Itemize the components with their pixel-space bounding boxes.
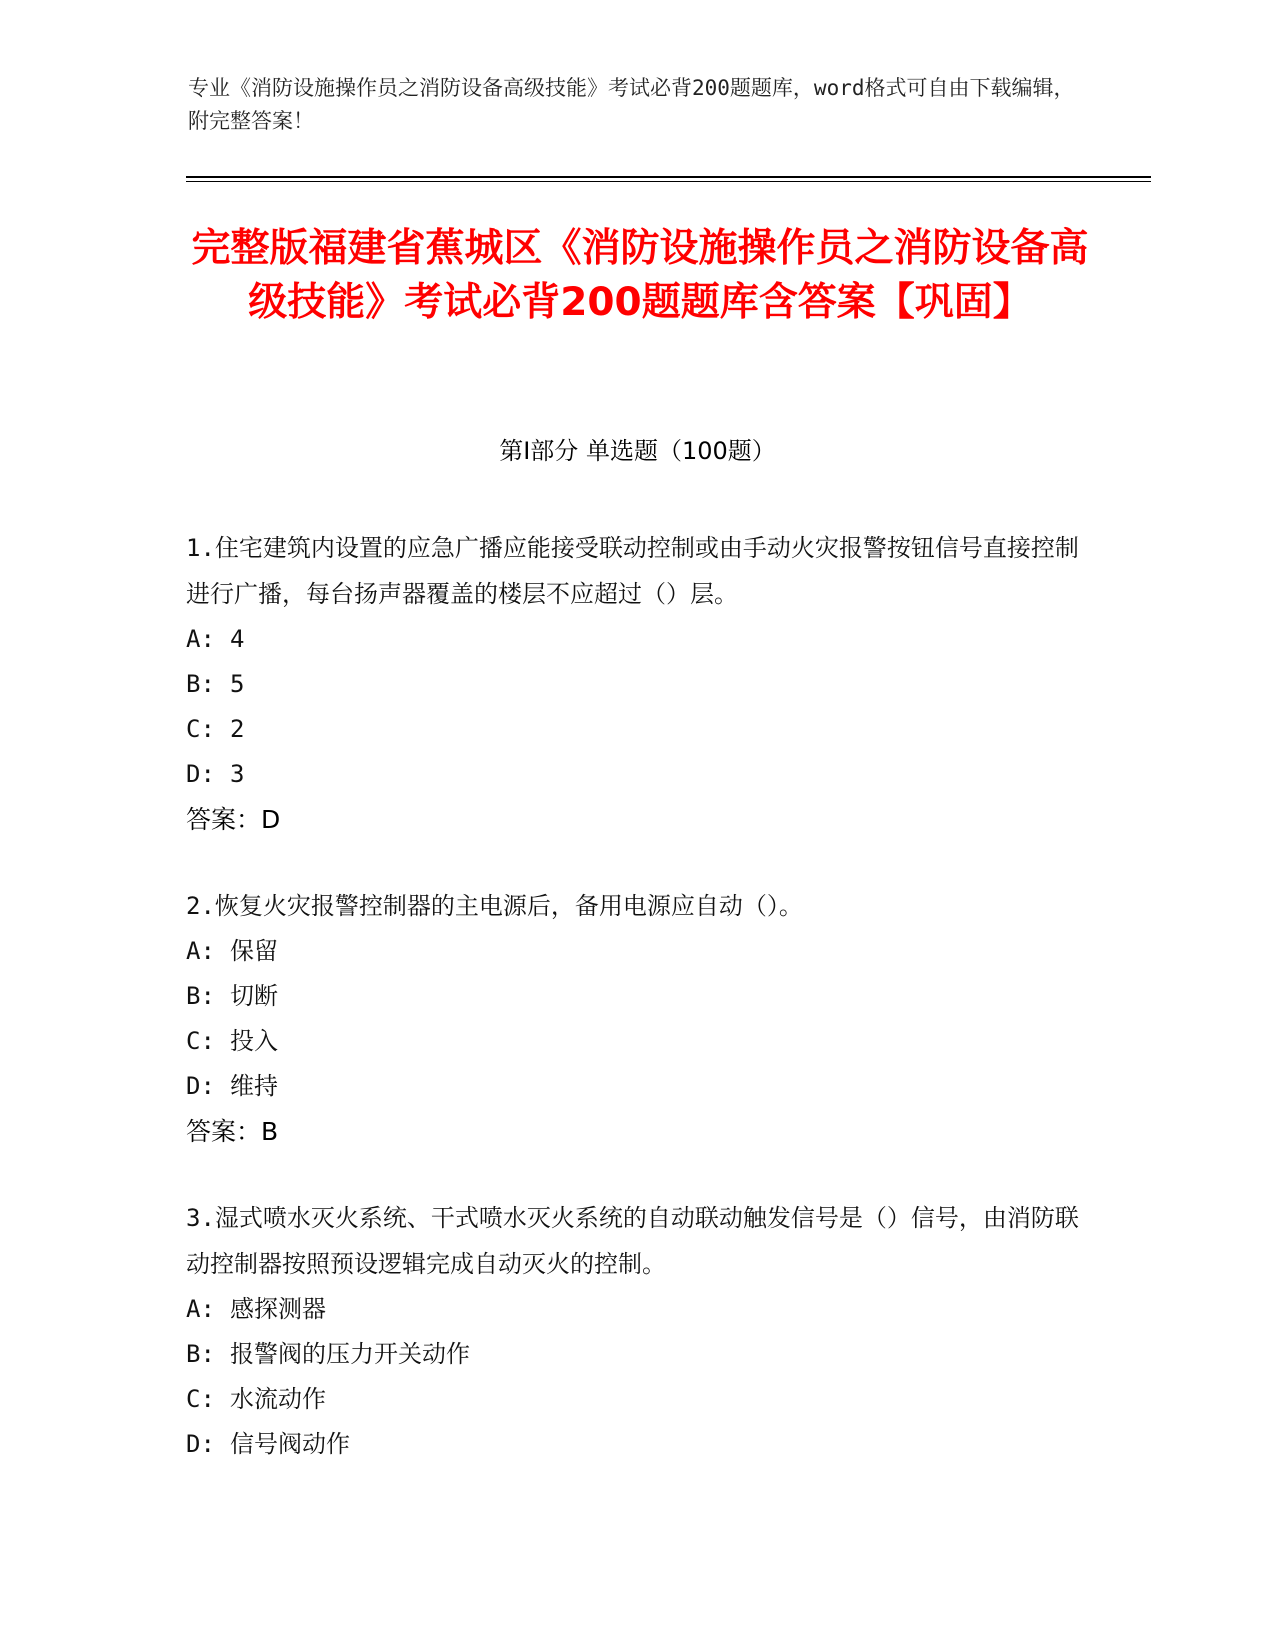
option-text: 感探测器 bbox=[230, 1295, 326, 1323]
option-letter: D: bbox=[186, 1072, 215, 1100]
option-letter: B: bbox=[186, 1340, 215, 1368]
header-rule-thick bbox=[186, 176, 1151, 178]
option-a bbox=[186, 1287, 1086, 1332]
option-text: 4 bbox=[230, 625, 245, 653]
option-letter: D: bbox=[186, 1430, 215, 1458]
option-text: 保留 bbox=[230, 937, 278, 965]
option-text: 报警阀的压力开关动作 bbox=[230, 1340, 470, 1368]
option-d bbox=[186, 1064, 1086, 1109]
option-c bbox=[186, 1377, 1086, 1422]
question-1 bbox=[186, 525, 1086, 843]
option-b bbox=[186, 1332, 1086, 1377]
option-letter: C: bbox=[186, 715, 215, 743]
option-letter: B: bbox=[186, 670, 215, 698]
question-stem: 1.住宅建筑内设置的应急广播应能接受联动控制或由手动火灾报警按钮信号直接控制进行广播，每台扬声器覆盖的楼层不应超过（）层。 bbox=[186, 534, 1079, 608]
option-letter: C: bbox=[186, 1027, 215, 1055]
question-3 bbox=[186, 1195, 1086, 1467]
option-letter: A: bbox=[186, 1295, 215, 1323]
option-text: 水流动作 bbox=[230, 1385, 326, 1413]
option-b bbox=[186, 662, 1086, 707]
option-letter: A: bbox=[186, 937, 215, 965]
option-letter: A: bbox=[186, 625, 215, 653]
header-note: 专业《消防设施操作员之消防设备高级技能》考试必背200题题库，word格式可自由下载编辑，附完整答案！ bbox=[188, 76, 1075, 133]
option-d bbox=[186, 1422, 1086, 1467]
section-heading: 第Ⅰ部分 单选题（100题） bbox=[499, 437, 776, 465]
option-text: 投入 bbox=[230, 1027, 278, 1055]
answer-line: 答案：B bbox=[186, 1117, 279, 1146]
option-c bbox=[186, 707, 1086, 752]
document-title: 完整版福建省蕉城区《消防设施操作员之消防设备高级技能》考试必背200题题库含答案【巩固】 bbox=[191, 226, 1089, 325]
option-text: 信号阀动作 bbox=[230, 1430, 350, 1458]
option-letter: D: bbox=[186, 760, 215, 788]
option-text: 维持 bbox=[230, 1072, 278, 1100]
question-stem: 2.恢复火灾报警控制器的主电源后，备用电源应自动（）。 bbox=[186, 892, 803, 920]
header-rule-thin bbox=[186, 181, 1151, 182]
option-d bbox=[186, 752, 1086, 797]
option-letter: B: bbox=[186, 982, 215, 1010]
option-text: 3 bbox=[230, 760, 245, 788]
option-b bbox=[186, 974, 1086, 1019]
question-list bbox=[186, 525, 1086, 1507]
option-text: 2 bbox=[230, 715, 245, 743]
option-text: 5 bbox=[230, 670, 245, 698]
answer-line: 答案：D bbox=[186, 805, 281, 834]
option-letter: C: bbox=[186, 1385, 215, 1413]
option-c bbox=[186, 1019, 1086, 1064]
option-a bbox=[186, 617, 1086, 662]
question-2 bbox=[186, 883, 1086, 1155]
option-text: 切断 bbox=[230, 982, 278, 1010]
option-a bbox=[186, 929, 1086, 974]
question-stem: 3.湿式喷水灭火系统、干式喷水灭火系统的自动联动触发信号是（）信号，由消防联动控制器按照预设逻辑完成自动灭火的控制。 bbox=[186, 1204, 1079, 1278]
